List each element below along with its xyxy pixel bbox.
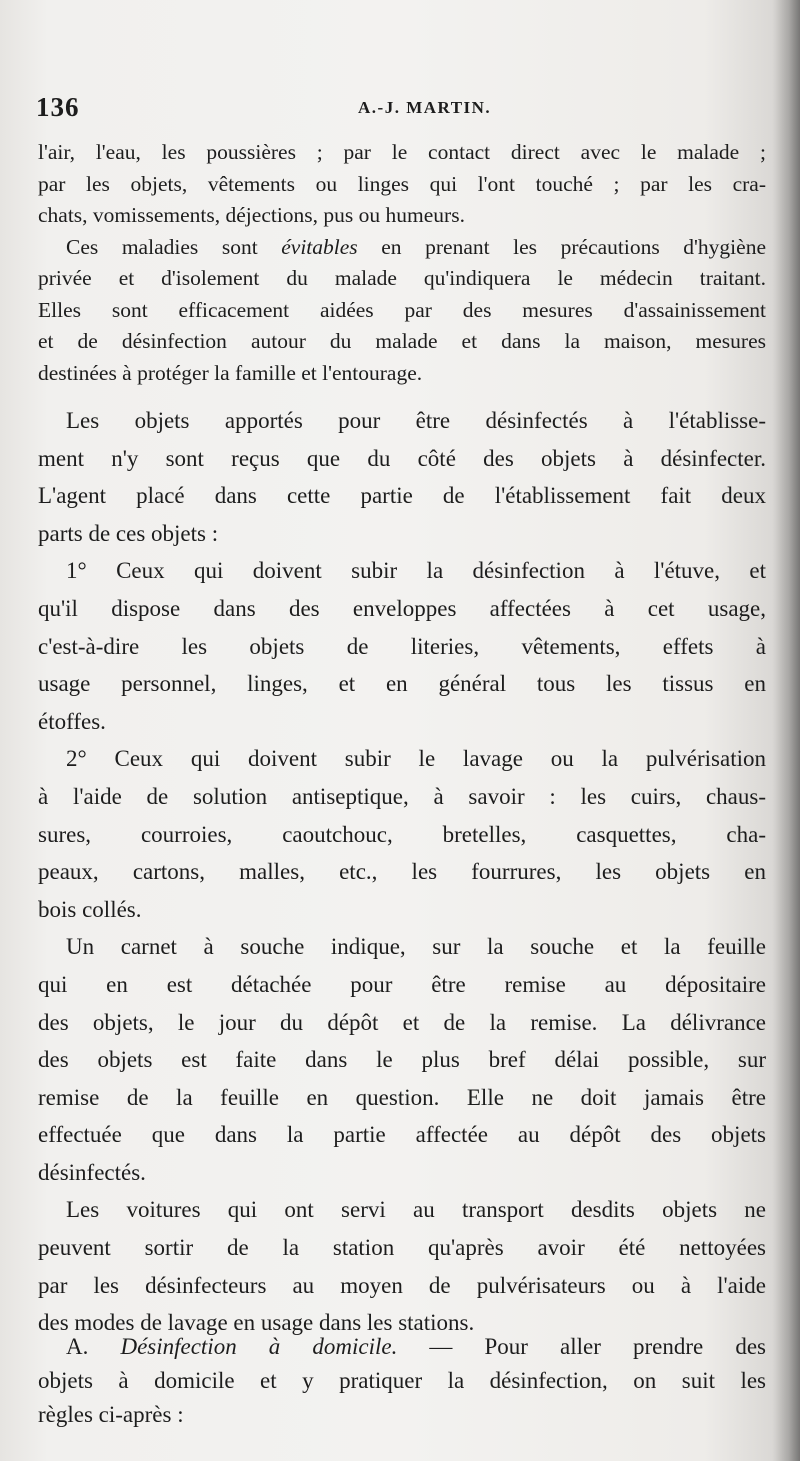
text-line: des objets, le jour du dépôt et de la remise. La délivrance: [38, 1009, 766, 1035]
text-line: 2° Ceux qui doivent subir le lavage ou la pulvérisation: [66, 746, 766, 772]
text-line: Elles sont efficacement aidées par des mesures d'assainissement: [38, 297, 766, 322]
text-run: en prenant les précautions d'hygiène: [357, 234, 766, 259]
text-line: usage personnel, linges, et en général tous les tissus en: [38, 671, 766, 697]
text-line: 1° Ceux qui doivent subir la désinfection à l'étuve, et: [66, 558, 766, 584]
page-number: 136: [36, 92, 80, 122]
section-letter: A.: [66, 1334, 121, 1359]
emphasis-evitables: évitables: [281, 234, 358, 259]
text-line: des modes de lavage en usage dans les stations.: [38, 1310, 475, 1336]
text-line: qu'il dispose dans des enveloppes affectées à cet usage,: [38, 595, 766, 621]
text-line: et de désinfection autour du malade et dans la maison, mesures: [38, 329, 766, 353]
text-line: peuvent sortir de la station qu'après avoir été nettoyées: [38, 1235, 766, 1261]
text-line: privée et d'isolement du malade qu'indiquera le médecin traitant.: [38, 266, 766, 290]
text-line: effectuée que dans la partie affectée au dépôt des objets: [38, 1122, 766, 1148]
text-line: peaux, cartons, malles, etc., les fourrures, les objets en: [38, 859, 766, 885]
text-line: à l'aide de solution antiseptique, à savoir : les cuirs, chaus-: [38, 783, 766, 809]
text-line: étoffes.: [38, 708, 106, 734]
text-line: par les désinfecteurs au moyen de pulvérisateurs ou à l'aide: [38, 1272, 766, 1298]
text-line: des objets est faite dans le plus bref délai possible, sur: [38, 1047, 766, 1073]
text-line: par les objets, vêtements ou linges qui l'ont touché ; par les cra-: [38, 171, 766, 196]
page-header: [36, 92, 756, 128]
section-desinfection-a-domicile: [38, 1330, 766, 1432]
page-edge-shadow: [772, 0, 800, 1461]
section-heading-line: [38, 1330, 766, 1364]
text-line: qui en est détachée pour être remise au dépositaire: [38, 971, 766, 997]
text-line: bois collés.: [38, 896, 142, 922]
text-line: l'air, l'eau, les poussières ; par le contact direct avec le malade ;: [38, 140, 766, 164]
text-line: Les objets apportés pour être désinfectés à l'établisse-: [66, 408, 766, 433]
text-line: Les voitures qui ont servi au transport desdits objets ne: [66, 1197, 766, 1223]
section-title: Désinfection à domicile.: [120, 1334, 398, 1359]
text-line: L'agent placé dans cette partie de l'établissement fait deux: [38, 483, 766, 509]
text-block-intro: [38, 137, 766, 389]
text-line: objets à domicile et y pratiquer la désinfection, on suit les: [38, 1368, 766, 1393]
text-line: [38, 232, 766, 264]
text-line: parts de ces objets :: [38, 520, 219, 546]
text-line: sures, courroies, caoutchouc, bretelles, casquettes, cha-: [38, 821, 766, 847]
text-line: Un carnet à souche indique, sur la souche et la feuille: [66, 934, 766, 960]
text-line: chats, vomissements, déjections, pus ou humeurs.: [38, 203, 465, 227]
text-line: règles ci-après :: [38, 1402, 184, 1427]
text-line: désinfectés.: [38, 1159, 146, 1185]
text-block-objects: [38, 402, 766, 1342]
text-line: remise de la feuille en question. Elle ne doit jamais être: [38, 1084, 766, 1110]
text-line: c'est-à-dire les objets de literies, vêtements, effets à: [38, 633, 766, 659]
running-head: A.-J. MARTIN.: [358, 98, 492, 117]
text-line: destinées à protéger la famille et l'entourage.: [38, 360, 423, 385]
text-run: Ces maladies sont: [66, 234, 282, 259]
text-line: ment n'y sont reçus que du côté des objets à désinfecter.: [38, 445, 766, 471]
text-run: — Pour aller prendre des: [397, 1334, 766, 1359]
